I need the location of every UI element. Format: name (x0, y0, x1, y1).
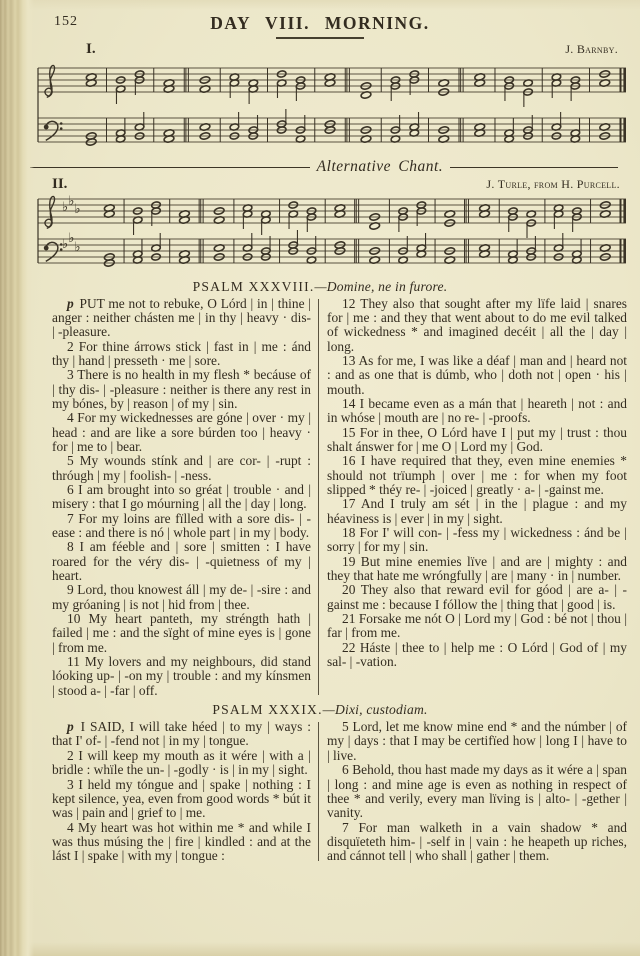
psalm-verse: 18 For I' will con- | -fess my | wickedness : ánd be | sorry | for my | sin. (327, 525, 627, 555)
psalm39-text-block (52, 720, 627, 863)
psalm-verse: 19 But mine enemies lïve | and are | mighty : and they that hate me wróngfully | are | many · in | number. (327, 553, 627, 584)
chant1-meta (86, 41, 618, 58)
psalm-verse: 20 They also that reward evil for góod | are a- | -gainst me : because I fóllow the | thing that | good | is. (327, 582, 627, 612)
psalm38-heading (0, 279, 640, 295)
divider-rule-left (30, 167, 310, 168)
svg-text:♭: ♭ (74, 201, 81, 217)
chant2-meta (52, 176, 620, 193)
svg-text:♭: ♭ (74, 239, 81, 255)
psalm-verse: 5 Lord, let me know mine end * and the númber | of my | days : that I may be certifïed how | long I | have to | live. (327, 719, 627, 763)
psalm39-title: PSALM XXXIX. (212, 702, 323, 718)
psalm39-left-column (52, 720, 318, 863)
chant2-composer: J. Turle, from H. Purcell. (486, 176, 620, 191)
svg-text:♭: ♭ (68, 230, 75, 246)
psalm-verse: 14 I became even as a mán that | heareth | not : and in whóse | mouth are | no re- | -proofs. (327, 395, 627, 426)
psalm-verse: 2 For thine árrows stick | fast in | me : ánd thy | hand | presseth · me | sore. (52, 338, 311, 368)
svg-text:♭: ♭ (62, 236, 69, 252)
psalm38-title: PSALM XXXVIII. (192, 278, 315, 294)
psalm38-right-column (318, 297, 627, 699)
chant1-composer: J. Barnby. (565, 41, 618, 56)
psalm-verse: 6 I am brought into so gréat | trouble · and | misery : that I go móurning | all the | day | long. (52, 481, 311, 512)
svg-text:♭: ♭ (68, 193, 75, 209)
psalm-verse: 16 I have required that they, even mine enemies * should not trïumph | over | me : for when my foot slipped * théy re- | -joiced | greatly · a- | -gainst me. (327, 453, 627, 497)
psalm-verse: 7 For my loins are fïlled with a sore dis- | -ease : and there is nó | whole part | in my | body. (52, 510, 311, 540)
psalm39-right-column (318, 720, 627, 863)
page-header (0, 0, 640, 39)
psalm38-text-block (52, 297, 627, 699)
psalm-verse: 13 As for me, I was like a déaf | man and | heard not : and as one that is dúmb, who | doth not | open · his | mouth. (327, 352, 627, 397)
psalm39-latin-incipit: —Dixi, custodiam. (322, 702, 428, 718)
psalm-verse: 15 For in thee, O Lórd have I | put my | trust : thou shalt ánswer for | me O | Lord my | God. (327, 424, 627, 454)
book-spine-shadow (0, 0, 34, 956)
dynamic-mark: p (67, 295, 74, 311)
psalm-verse: 11 My lovers and my neighbours, did stand lóoking up- | -on my | trouble : and my kínsmen | stood a- | -far | off. (52, 654, 311, 698)
psalm39-heading (0, 702, 640, 718)
chant2-number: II. (52, 175, 68, 192)
psalm-verse: 9 Lord, thou knowest áll | my de- | -sire : and my gróaning | is not | hid from | thee. (52, 582, 311, 612)
page-title: DAY VIII. MORNING. (210, 13, 430, 33)
alternative-chant-divider (30, 159, 618, 176)
psalm38-latin-incipit: —Domine, ne in furore. (314, 278, 448, 294)
svg-text:♭: ♭ (62, 199, 69, 215)
psalm-verse: 4 For my wickednesses are góne | over · my | head : and are like a sore búrden too | heavy · for | me to | bear. (52, 410, 311, 454)
psalm-verse: 8 I am féeble and | sore | smitten : I have roared for the véry dis- | -quietness of my | heart. (52, 539, 311, 584)
psalm-verse: 3 I held my tóngue and | spake | nothing : I kept silence, yea, even from good words * bút it was | pain and | grief to | me. (52, 776, 311, 821)
psalm-verse: 22 Háste | thee to | help me : O Lórd | God of | my sal- | -vation. (327, 639, 627, 670)
psalm-verse: 6 Behold, thou hast made my days as it wére a | span | long : and mine age is even as nothing in respect of thee * and verily, every man lïving is | alto- | -gether | vanity. (327, 762, 627, 821)
psalm-verse: p PUT me not to rebuke, O Lórd | in | thine | anger : neither chásten me | in thy | heavy · dis- | -pleasure. (52, 295, 311, 340)
psalm-verse: 21 Forsake me nót O | Lord my | God : bé not | thou | far | from me. (327, 611, 627, 641)
psalm-verse: 4 My heart was hot within me * and while I was thus músing the | fire | kindled : and at the lást I | spake | with my | tongue : (52, 819, 311, 864)
psalm-verse: 2 I will keep my mouth as it wére | with a | bridle : whïle the un- | -godly · is | in my | sight. (52, 747, 311, 778)
page-number: 152 (54, 14, 78, 29)
chant1-number: I. (86, 40, 96, 57)
alternative-chant-label: Alternative Chant. (316, 158, 444, 175)
psalm-verse: 17 And I truly am sét | in the | plague : and my héaviness is | ever | in my | sight. (327, 496, 627, 526)
chant1-score (26, 58, 638, 158)
psalm-verse: 10 My heart panteth, my stréngth hath | failed | me : and the sïght of mine eyes is | gone | from me. (52, 611, 311, 655)
psalm-verse: p I SAID, I will take héed | to my | ways : that I' of- | -fend not | in my | tongue. (52, 719, 311, 749)
psalm-verse: 7 For man walketh in a vain shadow * and disquïeteth him- | -self in | vain : he heapeth up riches, and cánnot tell | who shall | gather | them. (327, 819, 627, 864)
chant2-score (26, 193, 638, 275)
divider-rule-right (450, 167, 618, 168)
psalm-verse: 5 My wounds stínk and | are cor- | -rupt : thróugh | my | foolish- | -ness. (52, 453, 311, 483)
dynamic-mark: p (67, 719, 74, 735)
title-rule (276, 37, 364, 39)
psalm-verse: 3 There is no health in my flesh * becáuse of | thy dis- | -pleasure : neither is there any rest in my bónes, by | reason | of my | sin. (52, 367, 311, 411)
psalm-verse: 12 They also that sought after my lïfe laid | snares for | me : and they that went about to do me evil talked of wickedness * and imagined decéit | all the | day | long. (327, 295, 627, 354)
psalm38-left-column (52, 297, 318, 699)
